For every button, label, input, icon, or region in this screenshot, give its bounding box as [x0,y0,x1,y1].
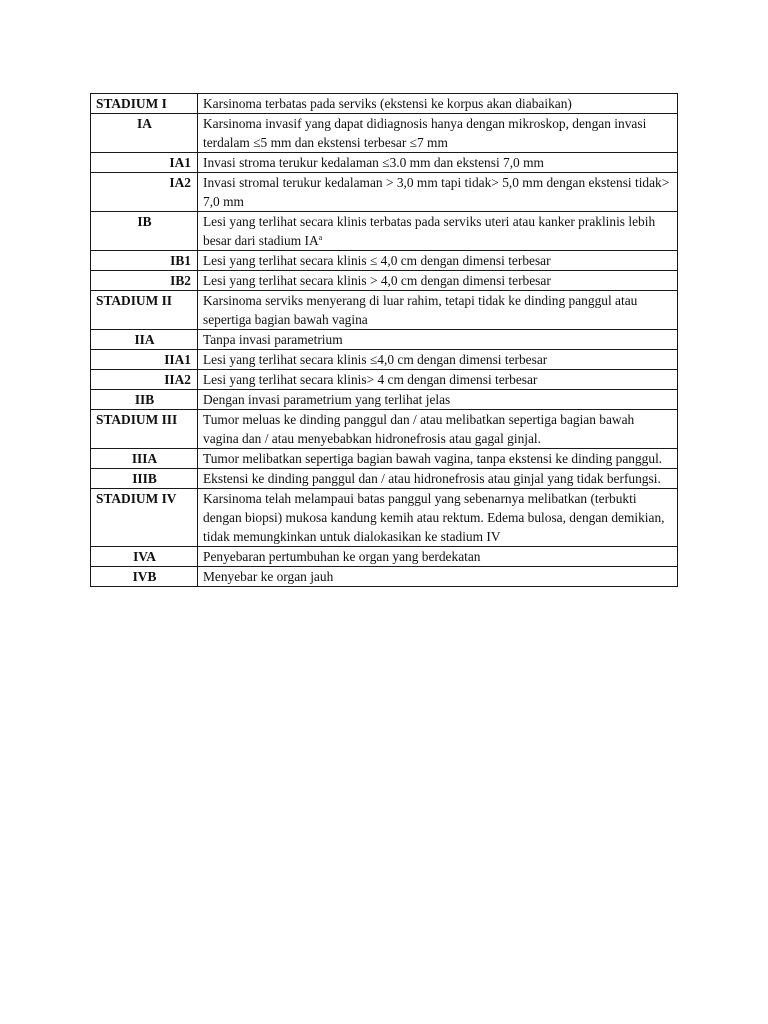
stage-description-text: Ekstensi ke dinding panggul dan / atau hidronefrosis atau ginjal yang tidak berfungsi. [203,471,661,486]
table-row [91,390,678,410]
stage-label: IB [91,212,198,251]
table-row [91,271,678,291]
stage-description-text: Dengan invasi parametrium yang terlihat jelas [203,392,451,407]
stage-description [198,251,678,271]
stage-description [198,291,678,330]
stage-description [198,153,678,173]
stage-description [198,94,678,114]
stage-description [198,370,678,390]
table-row [91,567,678,587]
stage-description-text: Invasi stroma terukur kedalaman ≤3.0 mm dan ekstensi 7,0 mm [203,155,544,170]
staging-table [90,93,678,587]
stage-label: STADIUM III [91,410,198,449]
stage-label: IIA [91,330,198,350]
stage-description [198,173,678,212]
table-row [91,114,678,153]
stage-description [198,390,678,410]
table-row [91,370,678,390]
staging-table-body [91,94,678,587]
table-row [91,251,678,271]
stage-description-text: Penyebaran pertumbuhan ke organ yang berdekatan [203,549,481,564]
stage-label: IA1 [91,153,198,173]
stage-label: IVA [91,547,198,567]
table-row [91,410,678,449]
stage-description [198,449,678,469]
stage-description-text: Karsinoma terbatas pada serviks (ekstensi ke korpus akan diabaikan) [203,96,572,111]
stage-description [198,547,678,567]
stage-description [198,410,678,449]
stage-label: IIIB [91,469,198,489]
stage-label: IA2 [91,173,198,212]
stage-label: IIIA [91,449,198,469]
stage-label: IA [91,114,198,153]
stage-description-text: Tumor melibatkan sepertiga bagian bawah vagina, tanpa ekstensi ke dinding panggul. [203,451,663,466]
stage-description-text: Lesi yang terlihat secara klinis > 4,0 cm dengan dimensi terbesar [203,273,551,288]
table-row [91,173,678,212]
table-row [91,469,678,489]
stage-label: IIB [91,390,198,410]
stage-description [198,469,678,489]
table-row [91,547,678,567]
stage-description-text: Tanpa invasi parametrium [203,332,343,347]
stage-label: IB1 [91,251,198,271]
stage-description-text: Karsinoma invasif yang dapat didiagnosis hanya dengan mikroskop, dengan invasi terdalam ≤5 mm dan ekstensi terbesar ≤7 mm [203,116,647,150]
document-page [90,93,678,587]
stage-description [198,489,678,547]
stage-description [198,350,678,370]
table-row [91,291,678,330]
table-row [91,330,678,350]
stage-label: IVB [91,567,198,587]
footnote-marker: a [318,233,323,242]
stage-label: STADIUM II [91,291,198,330]
stage-description-text: Lesi yang terlihat secara klinis ≤4,0 cm dengan dimensi terbesar [203,352,548,367]
stage-label: STADIUM I [91,94,198,114]
stage-label: IB2 [91,271,198,291]
table-row [91,153,678,173]
stage-description [198,271,678,291]
stage-description [198,114,678,153]
table-row [91,350,678,370]
stage-description-text: Karsinoma telah melampaui batas panggul yang sebenarnya melibatkan (terbukti dengan biopsi) mukosa kandung kemih atau rektum. Edema bulosa, dengan demikian, tidak memungkinkan untuk dialokasikan ke stadium IV [203,491,665,544]
stage-description [198,212,678,251]
stage-description-text: Lesi yang terlihat secara klinis> 4 cm dengan dimensi terbesar [203,372,538,387]
stage-description-text: Menyebar ke organ jauh [203,569,334,584]
stage-label: IIA2 [91,370,198,390]
table-row [91,94,678,114]
table-row [91,489,678,547]
stage-description-text: Karsinoma serviks menyerang di luar rahim, tetapi tidak ke dinding panggul atau sepertiga bagian bawah vagina [203,293,638,327]
stage-description [198,567,678,587]
stage-description-text: Invasi stromal terukur kedalaman > 3,0 mm tapi tidak> 5,0 mm dengan ekstensi tidak> 7,0 mm [203,175,670,209]
table-row [91,212,678,251]
stage-description-text: Tumor meluas ke dinding panggul dan / atau melibatkan sepertiga bagian bawah vagina dan / atau menyebabkan hidronefrosis atau gagal ginjal. [203,412,635,446]
stage-description-text: Lesi yang terlihat secara klinis terbatas pada serviks uteri atau kanker praklinis lebih besar dari stadium IA [203,214,656,248]
stage-label: IIA1 [91,350,198,370]
table-row [91,449,678,469]
stage-description [198,330,678,350]
stage-label: STADIUM IV [91,489,198,547]
stage-description-text: Lesi yang terlihat secara klinis ≤ 4,0 cm dengan dimensi terbesar [203,253,551,268]
